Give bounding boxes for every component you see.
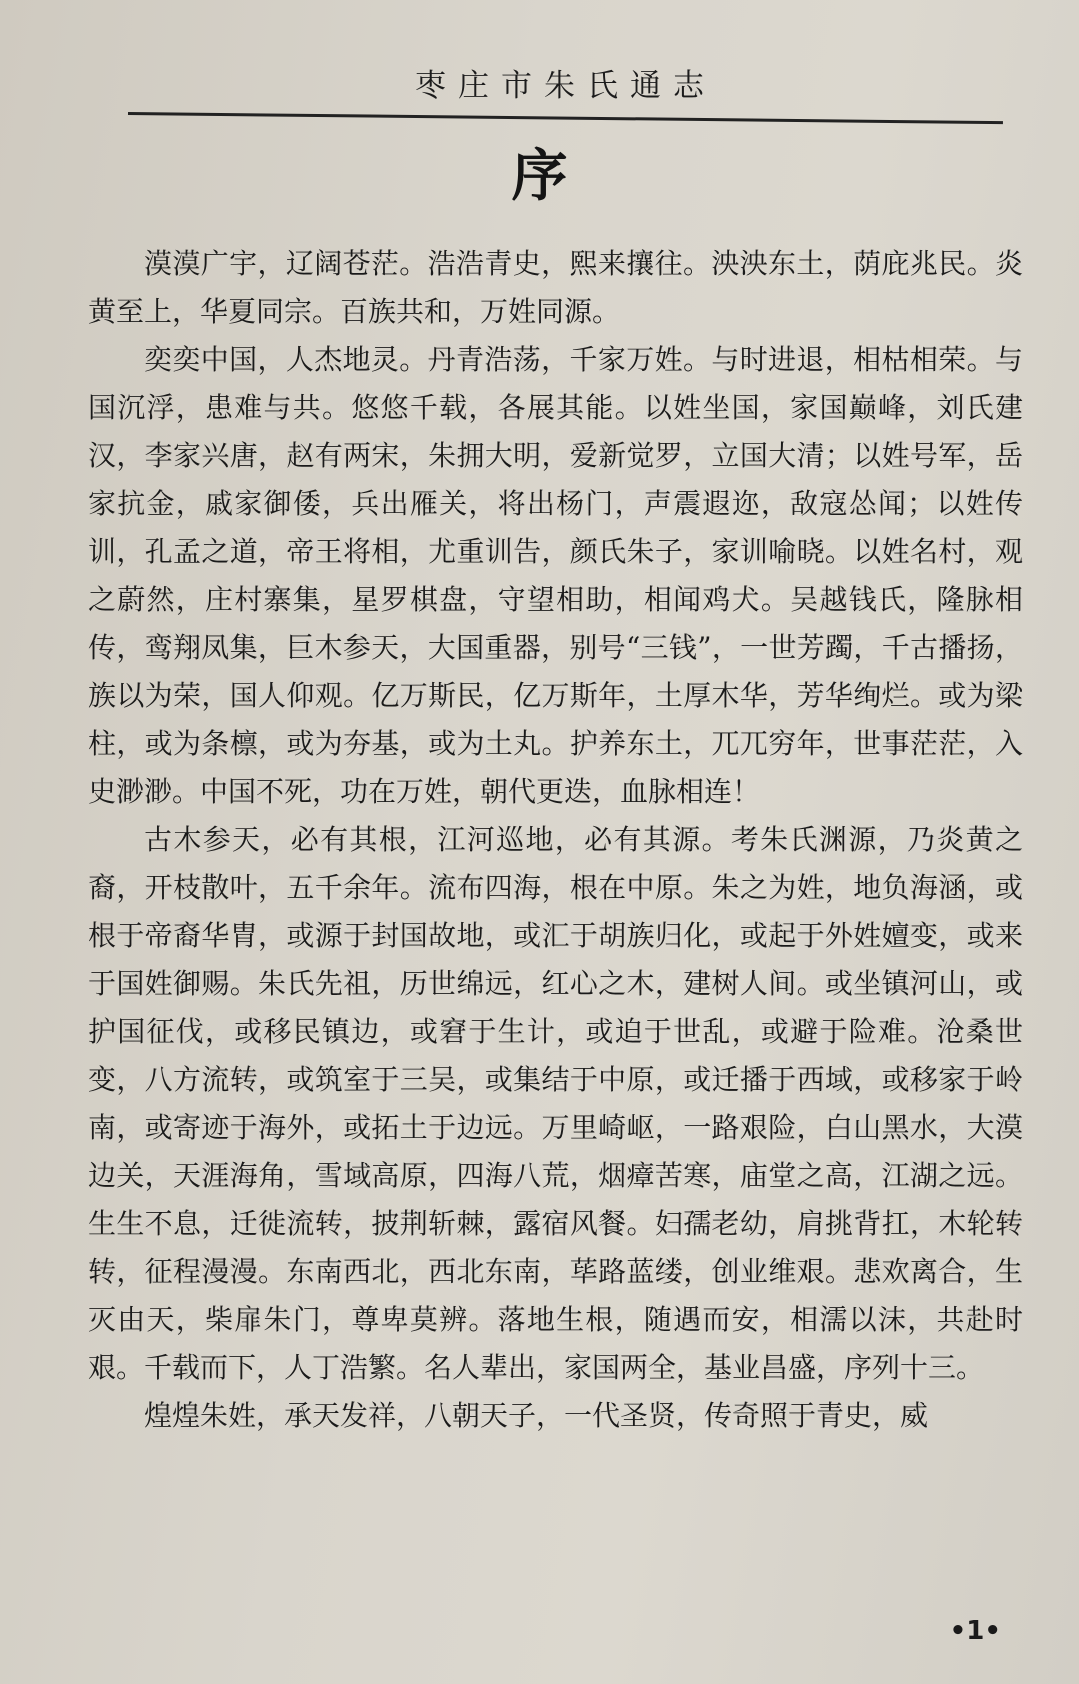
header-rule [128, 112, 1003, 124]
paragraph-1: 漠漠广宇，辽阔苍茫。浩浩青史，熙来攘往。泱泱东土，荫庇兆民。炎黄至上，华夏同宗。百族共和，万姓同源。 [88, 247, 1023, 328]
body-text [88, 240, 1023, 1440]
section-title: 序 [511, 144, 568, 209]
paragraph-4: 煌煌朱姓，承天发祥，八朝天子，一代圣贤，传奇照于青史，威 [144, 1399, 929, 1432]
running-header [128, 40, 1003, 120]
book-title: 枣庄市朱氏通志 [415, 68, 716, 104]
paragraph-3: 古木参天，必有其根，江河巡地，必有其源。考朱氏渊源，乃炎黄之裔，开枝散叶，五千余年。流布四海，根在中原。朱之为姓，地负海涵，或根于帝裔华胄，或源于封国故地，或汇于胡族归化，或起于外姓嬗变，或来于国姓御赐。朱氏先祖，历世绵远，红心之木，建树人间。或坐镇河山，或护国征伐，或移民镇边，或窘于生计，或迫于世乱，或避于险难。沧桑世变，八方流转，或筑室于三吴，或集结于中原，或迁播于西域，或移家于岭南，或寄迹于海外，或拓土于边远。万里崎岖，一路艰险，白山黑水，大漠边关，天涯海角，雪域高原，四海八荒，烟瘴苦寒，庙堂之高，江湖之远。生生不息，迁徙流转，披荆斩棘，露宿风餐。妇孺老幼，肩挑背扛，木轮转转，征程漫漫。东南西北，西北东南，荜路蓝缕，创业维艰。悲欢离合，生灭由天，柴扉朱门，尊卑莫辨。落地生根，随遇而安，相濡以沫，共赴时艰。千载而下，人丁浩繁。名人辈出，家国两全，基业昌盛，序列十三。 [88, 823, 1023, 1384]
page-number: •1• [949, 1616, 1001, 1646]
paragraph-2: 奕奕中国，人杰地灵。丹青浩荡，千家万姓。与时进退，相枯相荣。与国沉浮，患难与共。悠悠千载，各展其能。以姓坐国，家国巅峰，刘氏建汉，李家兴唐，赵有两宋，朱拥大明，爱新觉罗，立国大清；以姓号军，岳家抗金，戚家御倭，兵出雁关，将出杨门，声震遐迩，敌寇怂闻；以姓传训，孔孟之道，帝王将相，尤重训告，颜氏朱子，家训喻晓。以姓名村，观之蔚然，庄村寨集，星罗棋盘，守望相助，相闻鸡犬。吴越钱氏，隆脉相传，鸾翔凤集，巨木参天，大国重器，别号“三钱”，一世芳躅，千古播扬，族以为荣，国人仰观。亿万斯民，亿万斯年，土厚木华，芳华绚烂。或为梁柱，或为条檩，或为夯基，或为土丸。护养东土，兀兀穷年，世事茫茫，入史渺渺。中国不死，功在万姓，朝代更迭，血脉相连！ [88, 343, 1023, 808]
